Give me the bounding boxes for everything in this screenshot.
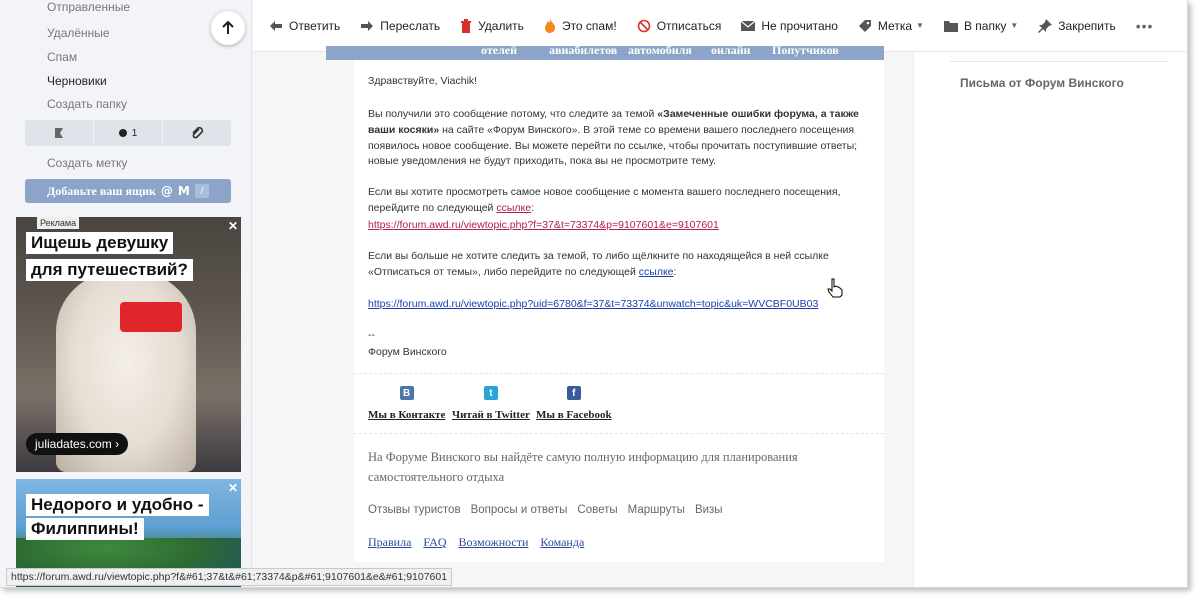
filter-attachments[interactable] xyxy=(163,120,231,146)
pin-label: Закрепить xyxy=(1058,18,1116,33)
url-line-2 xyxy=(368,297,868,313)
divider xyxy=(354,373,884,374)
p1-text-end: на сайте «Форум Винского». В этой теме со времени вашего последнего посещения появилось новое сообщение. Вы можете перейти по ссылке, чтобы прочитать поступившие ответы; новые уведомления не будут приходить, пока вы не просмотрите тему. xyxy=(368,123,858,168)
move-to-folder-button[interactable] xyxy=(944,19,1018,33)
footer-link[interactable]: Возможности xyxy=(458,535,529,549)
footer-nav xyxy=(368,504,723,516)
label-button[interactable] xyxy=(858,19,924,33)
footer-nav-item[interactable]: Маршруты xyxy=(627,504,685,516)
divider xyxy=(950,61,1168,62)
chevron-right-icon: › xyxy=(115,437,120,451)
at-icon: @ xyxy=(160,184,173,198)
delete-label: Удалить xyxy=(478,18,524,33)
ad-domain-pill[interactable] xyxy=(26,433,128,455)
footer-links xyxy=(368,535,584,550)
unwatch-link[interactable]: ссылке xyxy=(638,265,674,278)
add-mailbox-button[interactable] xyxy=(25,179,231,203)
reply-icon xyxy=(269,20,283,32)
email-greeting: Здравствуйте, Viachik! xyxy=(368,75,478,87)
add-mailbox-label: Добавьте ваш ящик xyxy=(47,183,156,198)
ad-banner-dating[interactable] xyxy=(16,217,241,472)
social-twitter[interactable] xyxy=(452,386,530,421)
header-strip-item[interactable]: Попутчиков xyxy=(772,43,839,57)
folder-deleted[interactable]: Удалённые xyxy=(47,26,110,40)
forward-button[interactable] xyxy=(360,19,440,33)
caret-down-icon: ▼ xyxy=(1010,21,1019,30)
footer-nav-item[interactable]: Визы xyxy=(694,504,723,516)
caret-down-icon: ▼ xyxy=(916,21,924,30)
status-bar-url: https://forum.awd.ru/viewtopic.php?f&#61;37&t&#61;73374&p&#61;9107601&e&#61;9107601 xyxy=(6,568,452,586)
fire-icon xyxy=(544,19,556,33)
vk-icon: В xyxy=(400,386,414,400)
email-body xyxy=(354,60,884,562)
unwatch-url[interactable]: https://forum.awd.ru/viewtopic.php?uid=6780&f=37&t=73374&unwatch=topic&uk=WVCBF0UB03 xyxy=(368,298,819,310)
related-emails-title: Письма от Форум Винского xyxy=(960,76,1124,90)
vk-label: Мы в Контакте xyxy=(368,409,446,421)
twitter-label: Читай в Twitter xyxy=(452,409,530,421)
footer-nav-item[interactable]: Отзывы туристов xyxy=(368,504,461,516)
sidebar xyxy=(0,0,252,588)
message-pane xyxy=(253,43,913,588)
ad-label: Реклама xyxy=(37,217,79,229)
pin-icon xyxy=(1038,19,1052,33)
ad-domain: juliadates.com xyxy=(35,437,112,451)
folder-drafts[interactable]: Черновики xyxy=(47,74,107,88)
footer-link[interactable]: Команда xyxy=(540,535,585,549)
reply-button[interactable] xyxy=(269,19,340,33)
filter-flagged[interactable] xyxy=(25,120,94,146)
forward-label: Переслать xyxy=(380,18,441,33)
header-strip-item[interactable]: отелей xyxy=(481,43,518,57)
right-panel xyxy=(913,52,1188,588)
ad-headline-1: Ищешь девушку xyxy=(26,232,173,254)
email-paragraph-1 xyxy=(368,107,868,170)
envelope-icon xyxy=(741,20,755,32)
more-button[interactable] xyxy=(1136,18,1154,34)
ad2-headline-1: Недорого и удобно - xyxy=(26,494,209,516)
footer-link[interactable]: Правила xyxy=(368,535,412,549)
filter-unread[interactable] xyxy=(94,120,163,146)
unsubscribe-button[interactable] xyxy=(637,19,722,33)
move-label: В папку xyxy=(963,18,1007,33)
divider xyxy=(354,433,884,434)
header-strip-item[interactable]: авиабилетов xyxy=(549,43,618,57)
block-icon xyxy=(637,19,651,33)
twitter-icon: t xyxy=(484,386,498,400)
new-message-url[interactable]: https://forum.awd.ru/viewtopic.php?f=37&t=73374&p=9107601&e=9107601 xyxy=(368,219,719,231)
email-paragraph-3: Если вы больше не хотите следить за темой, то либо щёлкните по находящейся в ней ссылке «Отписаться от темы», либо перейдите по следующей ссылке: xyxy=(368,250,829,278)
footer-link[interactable]: FAQ xyxy=(423,535,447,549)
p3-text: Если вы больше не хотите следить за темой, то либо щёлкните по находящейся в ней ссылке «Отписаться от темы», либо перейдите по следующей xyxy=(368,250,829,278)
footer-description: На Форуме Винского вы найдёте самую полную информацию для планирования самостоятельного отдыха xyxy=(368,450,798,484)
tag-icon xyxy=(858,19,872,33)
header-strip-item[interactable]: онлайн xyxy=(711,43,751,57)
unread-label: Не прочитано xyxy=(761,18,838,33)
folder-icon xyxy=(944,20,958,32)
close-icon[interactable]: ✕ xyxy=(227,481,238,495)
scroll-up-button[interactable] xyxy=(211,11,245,45)
p1-text: Вы получили это сообщение потому, что следите за темой xyxy=(368,108,658,120)
social-facebook[interactable] xyxy=(536,386,612,421)
filter-bar xyxy=(25,120,231,146)
social-vk[interactable] xyxy=(368,386,445,421)
url-line-1 xyxy=(368,218,868,234)
more-dots-icon: ••• xyxy=(1135,17,1154,34)
mark-unread-button[interactable] xyxy=(741,19,838,33)
signature-dash: -- xyxy=(368,329,375,341)
spam-button[interactable] xyxy=(544,19,617,33)
trash-icon xyxy=(460,19,472,33)
gmail-icon: M xyxy=(177,184,190,198)
pin-button[interactable] xyxy=(1038,19,1115,33)
create-folder-link[interactable]: Создать папку xyxy=(47,97,127,111)
new-message-link[interactable]: ссылке xyxy=(496,201,532,214)
hand-cursor-icon xyxy=(827,278,843,298)
email-header-strip xyxy=(326,43,884,60)
folder-sent[interactable]: Отправленные xyxy=(47,0,131,14)
flag-icon xyxy=(53,127,65,139)
topic-title: «Замеченные ошибки форума, а также ваши косяки» xyxy=(368,108,859,136)
facebook-icon: f xyxy=(567,386,581,400)
ad-photo-phone xyxy=(120,302,182,332)
facebook-label: Мы в Facebook xyxy=(536,409,612,421)
header-strip-item[interactable]: автомобиля xyxy=(628,43,692,57)
spam-label: Это спам! xyxy=(561,18,617,33)
rambler-icon: / xyxy=(195,184,209,198)
label-label: Метка xyxy=(877,18,913,33)
arrow-up-icon xyxy=(220,20,236,36)
unread-count: 1 xyxy=(131,127,138,139)
close-icon[interactable]: ✕ xyxy=(227,219,238,233)
unsubscribe-label: Отписаться xyxy=(656,18,722,33)
ad-headline-2: для путешествий? xyxy=(26,259,193,281)
reply-label: Ответить xyxy=(289,18,341,33)
email-paragraph-2: Если вы хотите просмотреть самое новое сообщение с момента вашего последнего посещения, перейдите по следующей ссылке: xyxy=(368,186,841,214)
create-label-link[interactable]: Создать метку xyxy=(47,156,128,170)
unread-dot-icon xyxy=(119,129,127,137)
footer-nav-item[interactable]: Вопросы и ответы xyxy=(470,504,568,516)
paperclip-icon xyxy=(190,126,204,140)
ad2-headline-2: Филиппины! xyxy=(26,518,144,540)
footer-nav-item[interactable]: Советы xyxy=(577,504,618,516)
folder-spam[interactable]: Спам xyxy=(47,50,78,64)
signature: Форум Винского xyxy=(368,346,447,358)
p2-text: Если вы хотите просмотреть самое новое сообщение с момента вашего последнего посещения, перейдите по следующей xyxy=(368,186,841,214)
forward-icon xyxy=(360,20,374,32)
delete-button[interactable] xyxy=(460,19,524,33)
